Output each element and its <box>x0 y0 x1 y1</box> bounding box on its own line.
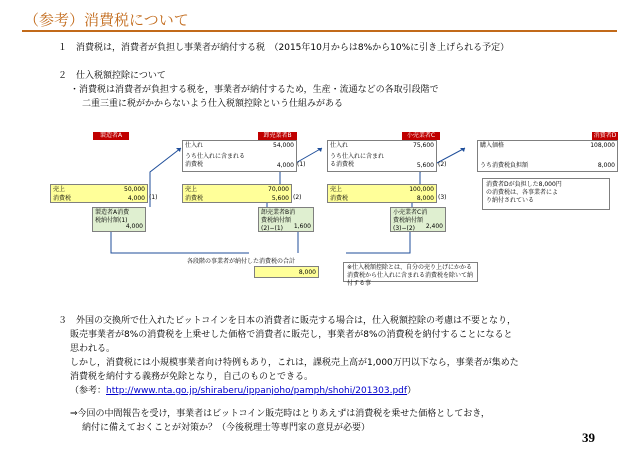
total-label: 各段階の事業者が納付した消費税の合計 <box>187 258 296 265</box>
a-sales-tax-value: 4,000 <box>127 195 145 202</box>
b-purchase-box <box>182 140 297 172</box>
c-sales-box <box>327 184 437 203</box>
c-sales-label: 売上 <box>330 186 343 193</box>
total-box <box>254 266 319 278</box>
d-purchase-tax-label: うち消費税負担額 <box>480 162 529 169</box>
a-pay-value: 4,000 <box>125 223 143 230</box>
c-purchase-value: 75,600 <box>413 142 434 149</box>
b-pay-label: 卸売業者B消費税納付額(2)−(1) <box>261 209 296 232</box>
conclusion-line-2: 納付に備えておくことが対策か？（今後税理士等専門家の意見が必要） <box>82 423 371 433</box>
d-note-text: 消費者Dが負担した8,000円の消費税は、各事業者により納付されている <box>486 181 562 204</box>
a-sales-tax-label: 消費税 <box>53 195 72 202</box>
b-sales-tax-value: 5,600 <box>271 195 289 202</box>
d-purchase-label: 購入価格 <box>480 142 505 149</box>
a-sales-value: 50,000 <box>124 186 145 193</box>
conclusion-line-1: ⇒今回の中間報告を受け，事業者はビットコイン販売時はとりあえずは消費税を乗せた価格としておき， <box>70 409 490 419</box>
reference-line <box>70 385 416 397</box>
d-purchase-box <box>477 140 618 172</box>
b-sales-value: 70,000 <box>268 186 289 193</box>
section-1-text: １ 消費税は，消費者が負担し事業者が納付する税 （2015年10月からは8%から10%に引き上げられる予定） <box>58 43 510 53</box>
section-3-line-1: ３ 外国の交換所で仕入れたビットコインを日本の消費者に販売する場合は，仕入税額控除の考慮は不要となり， <box>58 316 517 326</box>
b-sales-tax-label: 消費税 <box>185 195 204 202</box>
d-purchase-tax-value: 8,000 <box>597 162 615 169</box>
c-pay-label: 小売業者C消費税納付額(3)−(2) <box>393 209 428 232</box>
c-purchase-tax-label: うち仕入れに含まれる消費税 <box>330 153 385 168</box>
c-pay-box <box>390 207 446 232</box>
section-2-line-2: 二重三重に税がかからないよう仕入税額控除という仕組みがある <box>82 99 344 109</box>
b-purchase-tax-label: うち仕入れに含まれる消費税 <box>185 153 246 168</box>
a-pay-label: 製造者A消費税納付額(1) <box>95 209 130 224</box>
c-purchase-label: 仕入れ <box>330 142 349 149</box>
actor-a-header: 製造者A <box>93 132 129 140</box>
b-pay-box <box>258 207 314 232</box>
total-value: 8,000 <box>298 269 316 276</box>
section-3-line-4: しかし，消費税には小規模事業者向け特例もあり，これは，課税売上高が1,000万円以下なら，事業者が集めた <box>70 358 519 368</box>
b-purchase-label: 仕入れ <box>185 142 204 149</box>
b-sales-box <box>182 184 292 203</box>
page-number: 39 <box>582 430 595 445</box>
c-sales-tax-value: 8,000 <box>416 195 434 202</box>
c-sales-tax-label: 消費税 <box>330 195 349 202</box>
b-purchase-tax-value: 4,000 <box>276 162 294 169</box>
reference-prefix: （参考： <box>70 386 107 396</box>
section-3-line-2: 販売事業者が8%の消費税を上乗せした価格で消費者に販売し，事業者が8%の消費税を納付することになると <box>70 330 513 340</box>
c-pay-value: 2,400 <box>425 223 443 230</box>
reference-link[interactable]: http://www.nta.go.jp/shiraberu/ippanjoho/pamph/shohi/201303.pdf <box>106 386 408 396</box>
actor-b-header: 卸売業者B <box>258 132 297 140</box>
b-purchase-value: 54,000 <box>273 142 294 149</box>
b-purchase-mark: (1) <box>297 161 306 168</box>
a-sales-mark: (1) <box>149 194 158 201</box>
a-pay-box <box>92 207 146 232</box>
b-pay-value: 1,600 <box>293 223 311 230</box>
section-3-line-3: 思われる。 <box>70 344 116 354</box>
reference-suffix: ） <box>407 386 417 396</box>
c-sales-value: 100,000 <box>409 186 434 193</box>
b-sales-mark: (2) <box>293 194 302 201</box>
actor-d-header: 消費者D <box>593 132 617 139</box>
a-sales-label: 売上 <box>53 186 66 193</box>
footnote-box <box>343 262 478 287</box>
c-sales-mark: (3) <box>438 194 447 201</box>
a-sales-box <box>50 184 148 203</box>
c-purchase-tax-value: 5,600 <box>416 162 434 169</box>
c-purchase-box <box>327 140 437 172</box>
footnote-text: ※仕入税額控除とは、自分の売り上げにかかる消費税から仕入れに含まれる消費税を除いて納付する事 <box>347 264 474 287</box>
page-title: （参考）消費税について <box>24 11 189 29</box>
actor-c-header: 小売業者C <box>402 132 440 140</box>
section-2-line-1: ・消費税は消費者が負担する税を，事業者が納付するため，生産・流通などの各取引段階で <box>70 85 439 95</box>
section-3-line-5: 消費税を納付する義務が免除となり，自己のものとできる。 <box>70 372 314 382</box>
b-sales-label: 売上 <box>185 186 198 193</box>
d-note-box <box>482 178 610 210</box>
d-purchase-value: 108,000 <box>590 142 615 149</box>
c-purchase-mark: (2) <box>438 161 447 168</box>
section-2-heading: ２ 仕入税額控除について <box>58 71 166 81</box>
